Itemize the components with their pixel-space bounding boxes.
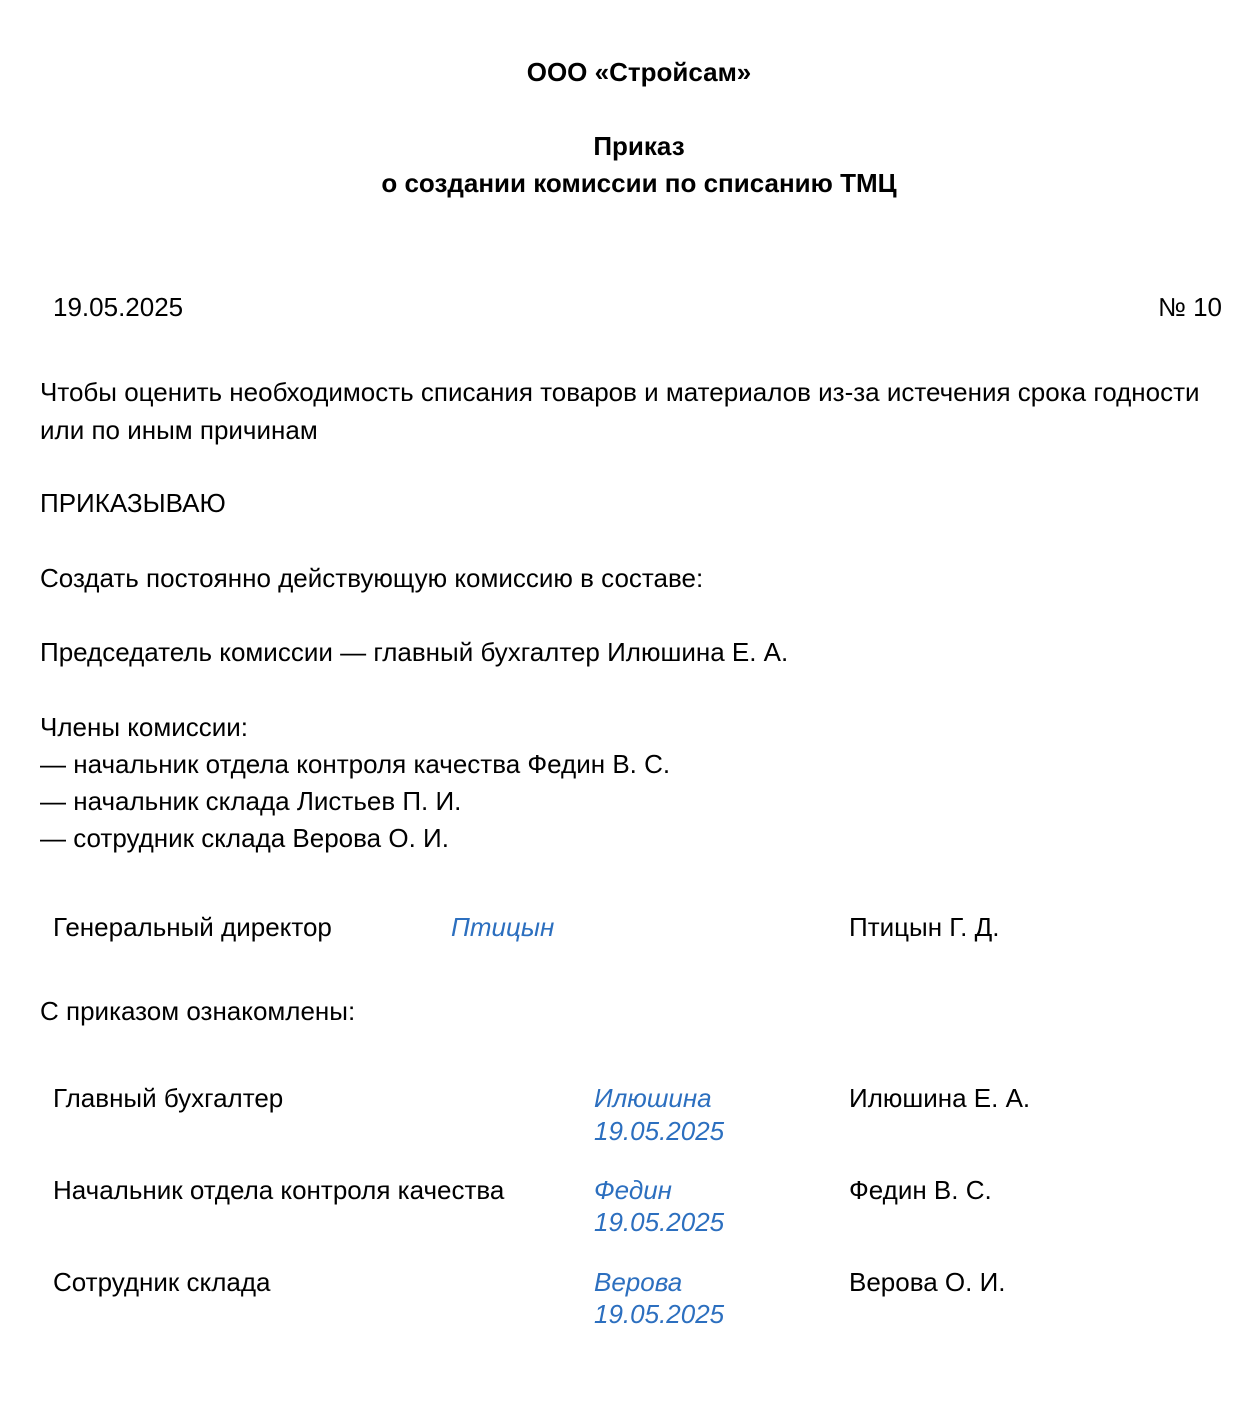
directive-word: ПРИКАЗЫВАЮ (40, 488, 226, 518)
order-title: Приказ (593, 131, 685, 161)
acquainted-signature-date: 19.05.2025 (594, 1299, 725, 1329)
director-signature: Птицын (451, 912, 555, 942)
acquainted-heading: С приказом ознакомлены: (40, 996, 356, 1026)
acquainted-signature-date: 19.05.2025 (594, 1207, 725, 1237)
member-item: — начальник склада Листьев П. И. (40, 786, 462, 816)
director-name: Птицын Г. Д. (849, 912, 1000, 942)
acquainted-name: Илюшина Е. А. (849, 1083, 1031, 1113)
company-name: ООО «Стройсам» (526, 57, 752, 87)
member-item: — сотрудник склада Верова О. И. (40, 823, 449, 853)
acquainted-signature-date: 19.05.2025 (594, 1116, 725, 1146)
order-subtitle: о создании комиссии по списанию ТМЦ (381, 168, 897, 198)
order-number: № 10 (1157, 292, 1222, 322)
acquainted-position: Главный бухгалтер (53, 1083, 284, 1113)
acquainted-position: Сотрудник склада (53, 1267, 271, 1297)
acquainted-signature: Илюшина (594, 1083, 712, 1113)
acquainted-position: Начальник отдела контроля качества (53, 1175, 505, 1205)
acquainted-signature: Верова (594, 1267, 683, 1297)
acquainted-signature: Федин (594, 1175, 672, 1205)
member-item: — начальник отдела контроля качества Федин В. С. (40, 749, 671, 779)
acquainted-name: Федин В. С. (849, 1175, 992, 1205)
order-date: 19.05.2025 (53, 292, 184, 322)
members-heading: Члены комиссии: (40, 712, 249, 742)
create-commission-text: Создать постоянно действующую комиссию в составе: (40, 563, 704, 593)
preamble: Чтобы оценить необходимость списания товаров и материалов из-за истечения срока годности или по иным причинам (40, 377, 1200, 445)
director-title: Генеральный директор (53, 912, 332, 942)
acquainted-name: Верова О. И. (849, 1267, 1006, 1297)
chairman-line: Председатель комиссии — главный бухгалтер Илюшина Е. А. (40, 637, 789, 667)
